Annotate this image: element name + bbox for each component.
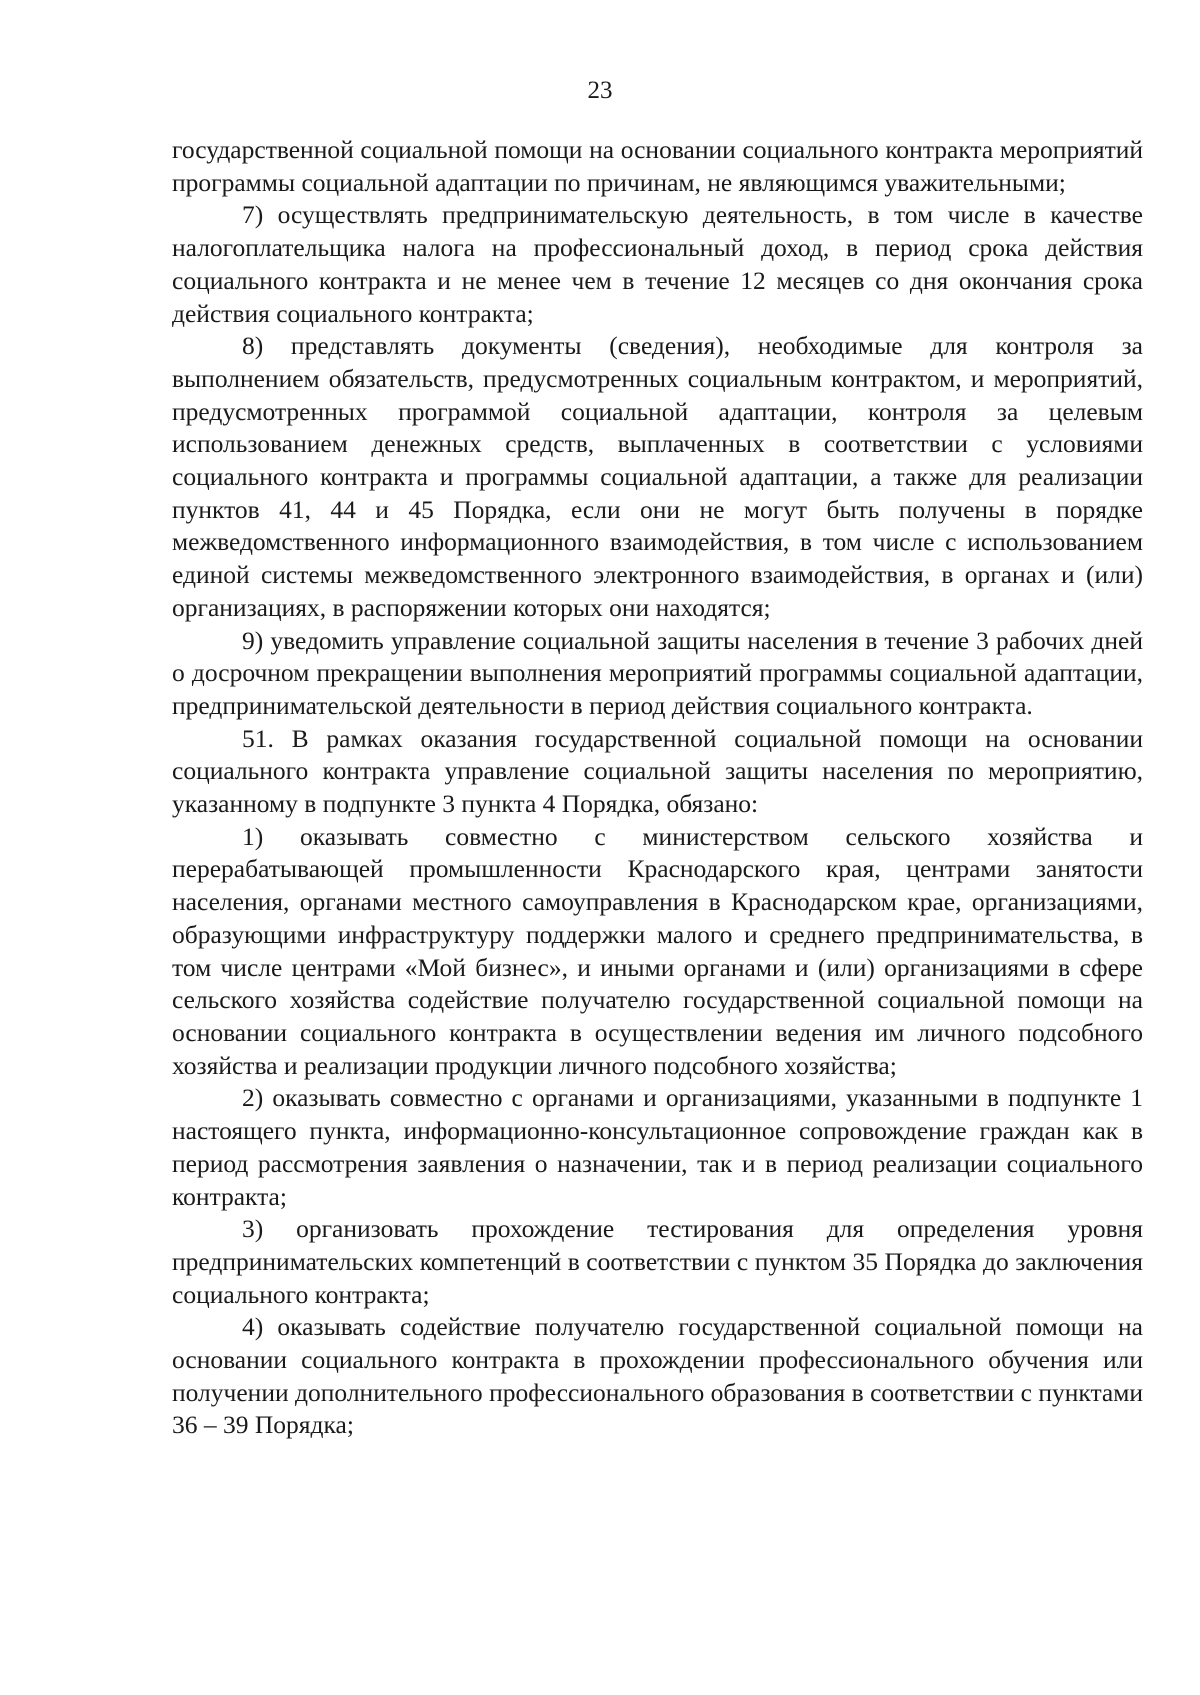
paragraph-continuation: государственной социальной помощи на основании социального контракта мероприятий программы социальной адаптации по причинам, не являющимся уважительными; xyxy=(172,135,1143,197)
paragraph-clause-51: 51. В рамках оказания государственной социальной помощи на основании социального контракта управление социальной защиты населения по мероприятию, указанному в подпункте 3 пункта 4 Порядка, обязано: xyxy=(172,723,1143,819)
paragraph-subitem-1: 1) оказывать совместно с министерством сельского хозяйства и перерабатывающей промышленности Краснодарского края, центрами занятости населения, органами местного самоуправления в Краснодарском крае, организациями, образующими инфраструктуру поддержки малого и среднего предпринимательства, в том числе центрами «Мой бизнес», и иными органами и (или) организациями в сфере сельского хозяйства содействие получателю государственной социальной помощи на основании социального контракта в осуществлении ведения им личного подсобного хозяйства и реализации продукции личного подсобного хозяйства; xyxy=(172,821,1143,1080)
paragraph-subitem-2: 2) оказывать совместно с органами и организациями, указанными в подпункте 1 настоящего пункта, информационно-консультационное сопровождение граждан как в период рассмотрения заявления о назначении, так и в период реализации социального контракта; xyxy=(172,1083,1143,1211)
paragraph-subitem-3: 3) организовать прохождение тестирования для определения уровня предпринимательских компетенций в соответствии с пунктом 35 Порядка до заключения социального контракта; xyxy=(172,1214,1143,1309)
paragraph-subitem-4: 4) оказывать содействие получателю государственной социальной помощи на основании социального контракта в прохождении профессионального обучения или получении дополнительного профессионального образования в соответствии с пунктами 36 – 39 Порядка; xyxy=(172,1312,1143,1440)
paragraph-item-8: 8) представлять документы (сведения), необходимые для контроля за выполнением обязательств, предусмотренных социальным контрактом, и мероприятий, предусмотренных программой социальной адаптации, контроля за целевым использованием денежных средств, выплаченных в соответствии с условиями социального контракта и программы социальной адаптации, а также для реализации пунктов 41, 44 и 45 Порядка, если они не могут быть получены в порядке межведомственного информационного взаимодействия, в том числе с использованием единой системы межведомственного электронного взаимодействия, в органах и (или) организациях, в распоряжении которых они находятся; xyxy=(172,331,1143,622)
paragraph-item-7: 7) осуществлять предпринимательскую деятельность, в том числе в качестве налогоплательщика налога на профессиональный доход, в период срока действия социального контракта и не менее чем в течение 12 месяцев со дня окончания срока действия социального контракта; xyxy=(172,200,1143,328)
document-body xyxy=(172,134,1143,1442)
paragraph-item-9: 9) уведомить управление социальной защиты населения в течение 3 рабочих дней о досрочном прекращении выполнения мероприятий программы социальной адаптации, предпринимательской деятельности в период действия социального контракта. xyxy=(172,625,1143,720)
page-number: 23 xyxy=(587,77,613,104)
